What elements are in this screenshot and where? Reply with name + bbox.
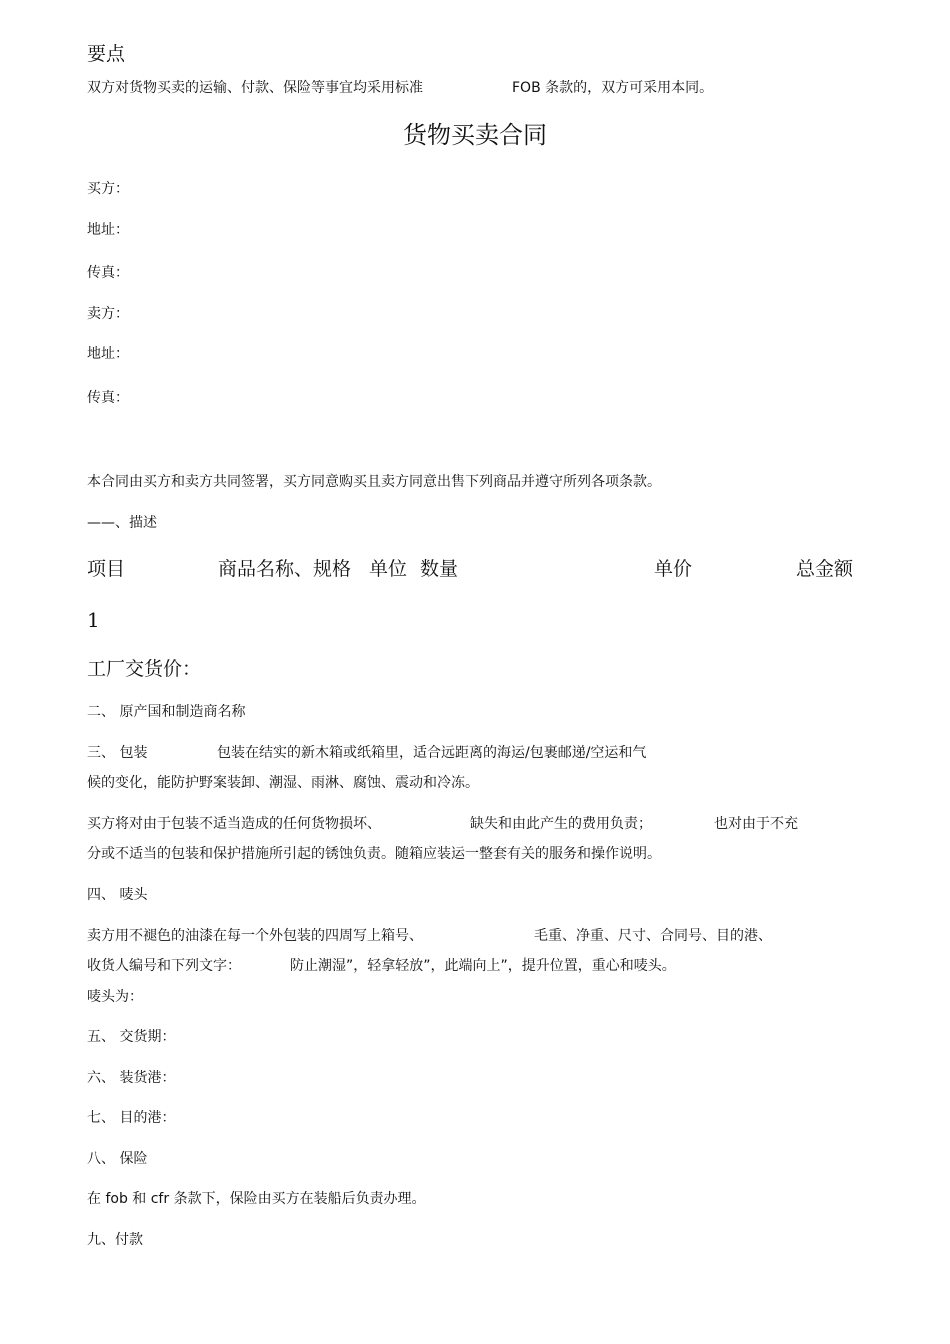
liability-text-line2: 分或不适当的包装和保护措施所引起的锈蚀负责。随箱应装运一整套有关的服务和操作说明。 (87, 846, 661, 862)
col-header-quantity: 数量 (420, 558, 459, 580)
section-marks: 四、 唛头 (87, 887, 148, 903)
marks-label: 唛头为： (87, 989, 143, 1005)
seller-fax-label: 传真： (87, 390, 129, 406)
seller-address-label: 地址： (87, 346, 129, 362)
section-packing: 三、 包装 (87, 745, 148, 761)
packing-text-line1: 包装在结实的新木箱或纸箱里，适合远距离的海运/包裹邮递/空运和气 (217, 745, 647, 761)
insurance-text: 在 fob 和 cfr 条款下，保险由买方在装船后负责办理。 (87, 1191, 426, 1207)
summary-text: 双方对货物买卖的运输、付款、保险等事宜均采用标准 (87, 80, 423, 96)
liability-text-c: 也对由于不充 (714, 816, 798, 832)
buyer-address-label: 地址： (87, 222, 129, 238)
section-loading-port: 六、 装货港： (87, 1070, 176, 1086)
liability-text-b: 缺失和由此产生的费用负责； (470, 816, 652, 832)
section-origin: 二、 原产国和制造商名称 (87, 704, 246, 720)
summary-heading: 要点 (87, 43, 126, 65)
seller-label: 卖方： (87, 306, 129, 322)
document-title: 货物买卖合同 (403, 121, 547, 149)
packing-text-line2: 候的变化，能防护野案装卸、潮湿、雨淋、腐蚀、震动和冷冻。 (87, 775, 479, 791)
col-header-total: 总金额 (796, 558, 854, 580)
intro-paragraph: 本合同由买方和卖方共同签署，买方同意购买且卖方同意出售下列商品并遵守所列各项条款。 (87, 474, 661, 490)
marks-text-a: 卖方用不褪色的油漆在每一个外包装的四周写上箱号、 (87, 928, 423, 944)
col-header-unit-price: 单价 (654, 558, 693, 580)
marks-text-c: 收货人编号和下列文字： (87, 958, 241, 974)
section-delivery-time: 五、 交货期： (87, 1029, 176, 1045)
table-row-number: 1 (87, 608, 100, 632)
section-description: ——、描述 (87, 515, 157, 531)
col-header-unit: 单位 (369, 558, 408, 580)
marks-text-b: 毛重、净重、尺寸、合同号、目的港、 (534, 928, 772, 944)
col-header-item: 项目 (87, 558, 126, 580)
section-destination-port: 七、 目的港： (87, 1110, 176, 1126)
section-payment: 九、付款 (87, 1232, 143, 1248)
section-insurance: 八、 保险 (87, 1151, 148, 1167)
buyer-fax-label: 传真： (87, 265, 129, 281)
buyer-label: 买方： (87, 181, 129, 197)
marks-text-d: 防止潮湿”，轻拿轻放”，此端向上”，提升位置，重心和唛头。 (290, 958, 676, 974)
summary-text-fob: FOB 条款的，双方可采用本同。 (512, 80, 714, 96)
factory-price-label: 工厂交货价： (87, 658, 202, 680)
liability-text-a: 买方将对由于包装不适当造成的任何货物损坏、 (87, 816, 381, 832)
col-header-name-spec: 商品名称、规格 (218, 558, 352, 580)
